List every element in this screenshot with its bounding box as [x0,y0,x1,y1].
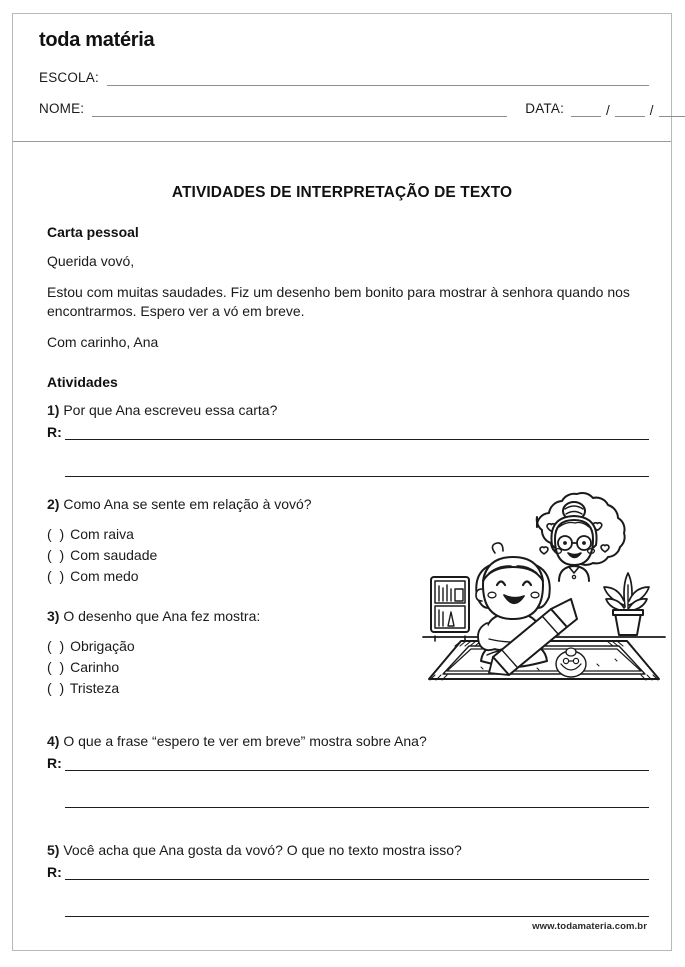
text-heading: Carta pessoal [47,224,139,240]
answer-4-rule-2[interactable] [65,792,649,808]
page-title: ATIVIDADES DE INTERPRETAÇÃO DE TEXTO [171,184,513,201]
option-marker: ( ) [47,680,67,696]
question-1-number: 1) [47,402,60,418]
letter-closing: Com carinho, Ana [47,334,159,350]
answer-1-rule-1[interactable] [65,424,649,440]
answer-label-4: R: [47,755,62,771]
option-item[interactable] [47,545,407,566]
option-item[interactable] [47,524,407,545]
question-2-number: 2) [47,496,60,512]
letter-greeting: Querida vovó, [47,253,135,269]
answer-area-5 [47,864,649,917]
option-item[interactable] [47,566,407,587]
option-item[interactable] [47,636,407,657]
option-label: Com saudade [70,547,158,563]
question-3-number: 3) [47,608,60,624]
question-3-options [47,636,407,699]
activities-heading: Atividades [47,374,118,390]
question-5-number: 5) [47,842,60,858]
question-5-text: Você acha que Ana gosta da vovó? O que no texto mostra isso? [63,842,462,858]
data-month-blank[interactable] [615,103,645,117]
worksheet-content [13,142,671,950]
worksheet-page [12,13,672,951]
data-field-group [525,101,685,117]
escola-label: ESCOLA: [39,70,99,85]
escola-field-row [39,70,649,86]
question-4-text: O que a frase “espero te ver em breve” mostra sobre Ana? [63,733,427,749]
answer-5-line-1 [47,864,649,880]
spacer [47,699,649,721]
data-year-blank[interactable] [659,103,685,117]
letter-body: Estou com muitas saudades. Fiz um desenho bem bonito para mostrar à senhora quando nos encontrarmos. Espero ver a vó em breve. [47,284,630,319]
worksheet-header [13,14,671,142]
answer-5-rule-2[interactable] [65,901,649,917]
data-label: DATA: [525,101,565,116]
option-label: Carinho [70,659,120,675]
data-day-blank[interactable] [571,103,601,117]
answer-4-line-1 [47,755,649,771]
footer-url[interactable]: www.todamateria.com.br [532,921,647,932]
question-1 [47,401,649,420]
question-1-text: Por que Ana escreveu essa carta? [63,402,278,418]
question-2 [47,495,407,514]
answer-area-4 [47,755,649,808]
answer-label-1: R: [47,424,62,440]
option-marker: ( ) [47,568,67,584]
question-2-options [47,524,407,587]
option-marker: ( ) [47,659,67,675]
girl-drawing-grandmother-illustration [419,489,669,689]
answer-4-rule-1[interactable] [65,755,649,771]
question-3-text: O desenho que Ana fez mostra: [63,608,261,624]
question-3 [47,607,407,626]
option-label: Com raiva [70,526,134,542]
date-separator-1: / [606,103,610,118]
spacer [47,808,649,830]
question-2-text: Como Ana se sente em relação à vovó? [63,496,312,512]
option-marker: ( ) [47,526,67,542]
answer-1-rule-2[interactable] [65,461,649,477]
answer-area-1 [47,424,649,477]
escola-input-rule[interactable] [107,72,649,86]
option-label: Obrigação [70,638,135,654]
answer-5-rule-1[interactable] [65,864,649,880]
option-item[interactable] [47,678,407,699]
answer-1-line-1 [47,424,649,440]
option-marker: ( ) [47,547,67,563]
option-item[interactable] [47,657,407,678]
option-label: Com medo [70,568,139,584]
question-4 [47,732,649,751]
nome-input-rule[interactable] [92,103,507,117]
answer-label-5: R: [47,864,62,880]
date-separator-2: / [649,103,654,118]
bookcase-illustration [431,577,469,641]
option-marker: ( ) [47,638,67,654]
potted-plant-illustration [604,573,649,635]
question-5 [47,841,649,860]
questions-2-3-block [47,495,407,699]
nome-label: NOME: [39,101,85,116]
option-label: Tristeza [69,680,120,696]
brand-logo: toda matéria [39,29,155,51]
nome-field-row [39,101,654,118]
question-4-number: 4) [47,733,60,749]
worksheet-body [47,224,649,917]
